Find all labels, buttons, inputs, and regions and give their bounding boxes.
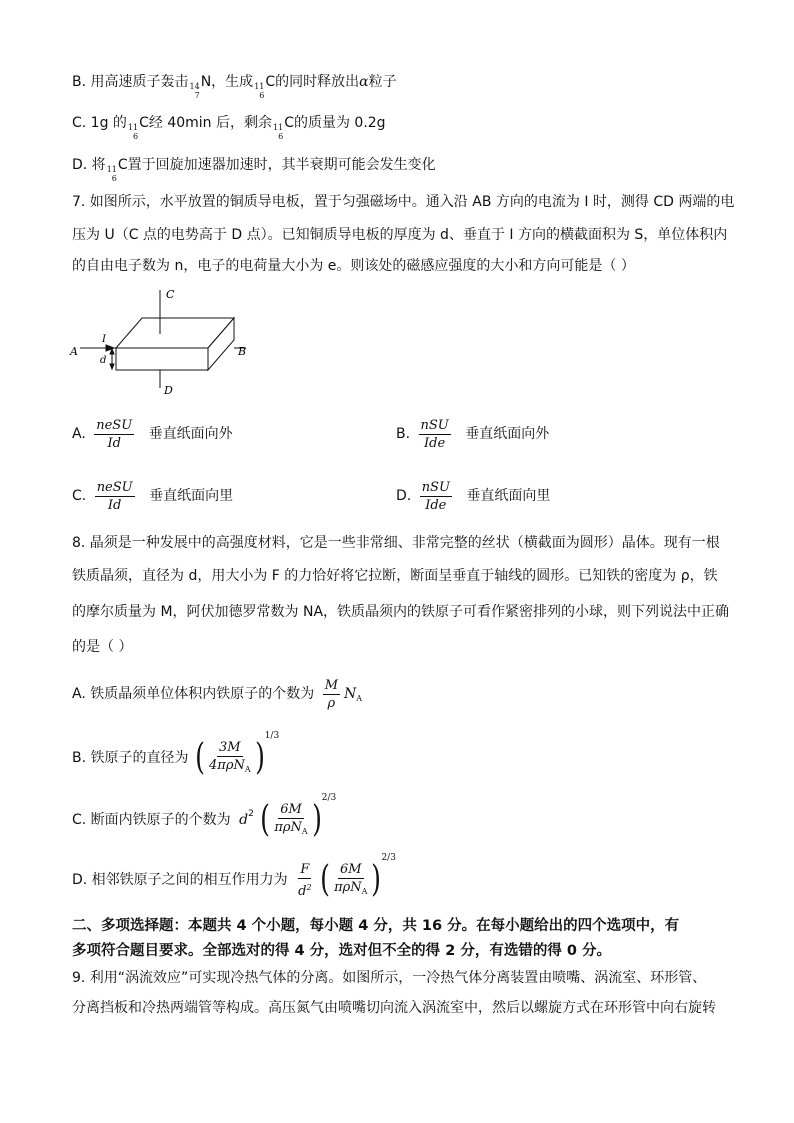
option-text: 垂直纸面向里 — [149, 488, 234, 504]
exponent-two-thirds: 2/3 — [381, 853, 396, 863]
q6-option-b-text4: 粒子 — [368, 74, 397, 90]
denominator: Ide — [424, 435, 446, 451]
q9-stem-line2: 分离挡板和冷热两端管等构成。高压氮气由喷嘴切向流入涡流室中，然后以螺旋方式在环形管中向右旋转 — [72, 1000, 716, 1016]
formula-diameter: ( $\frac{3M}{4\pi\rho N_A}$ ) 1/3 — [193, 736, 279, 780]
option-label: C. — [72, 488, 87, 504]
q8-option-d: D. 相邻铁原子之间的相互作用力为 $\frac{F}{d^2}$ ( $\frac{6M}{\pi\rho N_A}$ ) 2/3 — [72, 858, 396, 902]
q6-option-d-text: D. 将 — [72, 157, 106, 173]
option-text: 垂直纸面向里 — [466, 488, 551, 504]
q6-option-b-text3: C的同时释放出 — [265, 74, 360, 90]
q7-option-c — [72, 478, 233, 514]
exponent-two-thirds: 2/3 — [321, 793, 337, 803]
option-text: D. 相邻铁原子之间的相互作用力为 — [72, 872, 288, 888]
fraction — [95, 479, 135, 514]
q6-option-d — [72, 155, 436, 183]
denominator: Id — [107, 497, 122, 513]
q6-option-c-text2: C经 40min 后，剩余 — [139, 115, 272, 131]
q6-option-b-text2: N，生成 — [200, 74, 254, 90]
option-text: B. 铁原子的直径为 — [72, 750, 189, 766]
formula-atom-count: ( $\frac{6M}{\pi\rho N_A}$ ) 2/3 — [258, 798, 336, 842]
conductor-plate-diagram — [68, 282, 258, 402]
label-c: C — [166, 288, 175, 301]
q8-option-c: C. 断面内铁原子的个数为 $d^2$ ( $\frac{6M}{\pi\rho N_A}$ ) 2/3 — [72, 798, 336, 844]
q8-stem-line3: 的摩尔质量为 M，阿伏加德罗常数为 NA，铁质晶须内的铁原子可看作紧密排列的小球，则下列说法中正确 — [72, 604, 730, 620]
numerator: nSU — [420, 417, 449, 433]
alpha-symbol: α — [359, 74, 369, 90]
q6-option-d-text2: C置于回旋加速器加速时，其半衰期可能会发生变化 — [117, 157, 436, 173]
carbon-isotope: 11 6 — [254, 82, 265, 100]
q8-stem-line1: 8. 晶须是一种发展中的高强度材料，它是一些非常细、非常完整的丝状（横截面为圆形）晶体。现有一根 — [72, 535, 720, 551]
q6-option-b-text: B. 用高速质子轰击 — [72, 74, 189, 90]
q7-stem-line3: 的自由电子数为 n，电子的电荷量大小为 e。则该处的磁感应强度的大小和方向可能是（ ） — [72, 258, 635, 274]
option-label: D. — [396, 488, 412, 504]
q6-option-c — [72, 113, 386, 141]
label-d: D — [164, 384, 173, 397]
q7-option-a — [72, 416, 233, 452]
section2-heading-line2: 多项符合题目要求。全部选对的得 4 分，选对但不全的得 2 分，有选错的得 0 分。 — [72, 943, 612, 959]
option-text: A. 铁质晶须单位体积内铁原子的个数为 — [72, 686, 315, 702]
option-text: 垂直纸面向外 — [148, 426, 233, 442]
label-a: A — [70, 345, 78, 358]
denominator: Id — [107, 435, 121, 451]
option-text: C. 断面内铁原子的个数为 — [72, 812, 231, 828]
q8-stem-line4: 的是（ ） — [72, 639, 133, 655]
label-b: B — [238, 345, 247, 358]
nitrogen-isotope: 14 7 — [189, 82, 200, 100]
q7-option-d — [396, 478, 550, 514]
label-current: I — [102, 334, 106, 345]
option-label: B. — [396, 426, 411, 442]
option-text: 垂直纸面向外 — [465, 426, 550, 442]
section2-heading-line1: 二、多项选择题：本题共 4 个小题，每小题 4 分，共 16 分。在每小题给出的四个选项中，有 — [72, 918, 680, 934]
numerator: neSU — [96, 479, 133, 495]
option-label: A. — [72, 426, 86, 442]
q7-stem-line2: 压为 U（C 点的电势高于 D 点）。已知铜质导电板的厚度为 d、垂直于 I 方向的横截面积为 S，单位体积内 — [72, 227, 728, 243]
q8-option-b — [72, 731, 280, 780]
carbon-isotope: 11 6 — [273, 123, 284, 141]
label-thickness: d — [100, 355, 107, 366]
q7-stem-line1: 7. 如图所示，水平放置的铜质导电板，置于匀强磁场中。通入沿 AB 方向的电流为 I 时，测得 CD 两端的电 — [72, 194, 735, 210]
exponent-one-third: 1/3 — [264, 731, 280, 741]
q8-option-a: A. 铁质晶须单位体积内铁原子的个数为 $\frac{M}{\rho}$ $N_A$ — [72, 677, 363, 711]
q8-stem-line2: 铁质晶须，直径为 d，用大小为 F 的力恰好将它拉断，断面呈垂直于轴线的圆形。已知铁的密度为 ρ，铁 — [72, 568, 718, 584]
q9-stem-line1: 9. 利用“涡流效应”可实现冷热气体的分离。如图所示，一冷热气体分离装置由喷嘴、涡流室、环形管、 — [72, 970, 707, 986]
q6-option-c-text: C. 1g 的 — [72, 115, 127, 131]
carbon-isotope: 11 6 — [127, 123, 139, 141]
q6-option-b — [72, 72, 397, 100]
fraction — [419, 417, 451, 452]
fraction — [94, 417, 134, 452]
q6-option-c-text3: C的质量为 0.2g — [284, 115, 386, 131]
numerator: nSU — [421, 479, 450, 495]
fraction — [420, 479, 452, 514]
numerator: neSU — [96, 417, 133, 433]
carbon-isotope: 11 6 — [106, 165, 117, 183]
denominator: Ide — [425, 497, 447, 513]
fraction-m-over-rho: $\frac{M}{\rho}$ — [324, 677, 338, 711]
formula-force: ( $\frac{6M}{\pi\rho N_A}$ ) 2/3 — [318, 858, 396, 902]
q7-option-b — [396, 416, 549, 452]
